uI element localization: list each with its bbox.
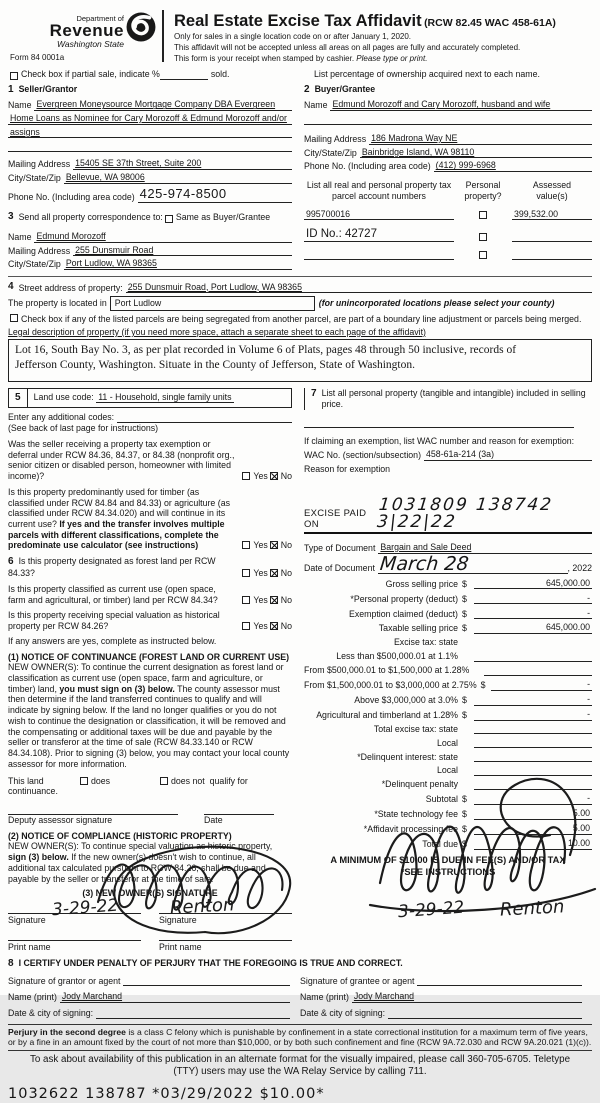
tax-2-75-field[interactable]: - (491, 679, 592, 691)
seller-name-label: Name (8, 100, 32, 111)
seller-name-line3[interactable]: assigns (8, 127, 292, 139)
grantee-signature-label: Signature of grantee or agent (300, 975, 415, 986)
correspondence-name-label: Name (8, 231, 32, 242)
grantee-signature-line[interactable] (417, 976, 582, 986)
revenue-logo (8, 8, 158, 62)
document-date-year: , 2022 (567, 562, 592, 573)
gross-selling-price-field[interactable]: 645,000.00 (474, 578, 592, 590)
q3-yes-checkbox[interactable] (242, 569, 250, 577)
parcel-number-field[interactable] (304, 249, 454, 260)
deputy-date-label: Date (204, 814, 223, 825)
buyer-csz-label: City/State/Zip (304, 147, 357, 158)
q2-no-checkbox[interactable] (270, 541, 278, 549)
if-yes-note: If any answers are yes, complete as instructed below. (8, 635, 217, 646)
delinquent-penalty-field[interactable] (474, 780, 592, 791)
grantor-date-city-label: Date & city of signing: (8, 1008, 94, 1019)
document-date-field[interactable]: March 28 (378, 556, 568, 574)
q5-no-checkbox[interactable] (270, 622, 278, 630)
deputy-signature-label: Deputy assessor signature (8, 814, 113, 825)
grantee-city-handwritten: Renton (499, 896, 565, 921)
excise-paid-row (304, 494, 592, 534)
deputy-signature-line[interactable] (8, 805, 178, 815)
land-qualify-row: This land continuance. does does not qualify for (8, 775, 248, 797)
see-back-note: (See back of last page for instructions) (8, 423, 159, 434)
buyer-name-label: Name (304, 100, 328, 111)
subtotal-field[interactable]: - (474, 793, 592, 805)
notice1-body: NEW OWNER(S): To continue the current designation as forest land or classification as current use (open space, farm and agriculture, or timber) land, you must sign on (3) below. The county assessor must then determine if the land transferred continues to qualify and will indicate by signing below. If the land no longer qualifies or you do not wish to continue the designation or classification, it will be removed and the compensating or additional taxes will be due and payable by the seller or transferor at the time of sale (RCW 84.33.140 or RCW 84.34.108). Prior to signing (3) below, you may contact your local county assessor for more information. (8, 662, 290, 769)
parcel-row (304, 227, 592, 242)
accessibility-note: To ask about availability of this publication in an alternate format for the visually impaired, please call 360-705-6705. Teletype (TTY) users may use the WA Relay Service by calling 711. (29, 1053, 571, 1077)
tax-3-0-field[interactable]: - (474, 694, 592, 706)
assessed-value-field[interactable] (512, 249, 592, 260)
perjury-statement: Perjury in the second degree is a class C felony which is punishable by confinement in a state correctional institution for a maximum term of five years, or by a fine in an amount fixed by the court of not more than $10,000, or by both such confinement and fine (RCW 9A.72.030 and RCW 9A.20.021 (1)(c)). (8, 1024, 592, 1051)
document-type-field[interactable]: Bargain and Sale Deed (378, 542, 592, 554)
affidavit-processing-fee-field[interactable]: 5.00 (474, 823, 592, 835)
legal-description-label: Legal description of property (if you need more space, attach a separate sheet to each page of the affidavit) (8, 326, 426, 337)
correspondence-name-field[interactable]: Edmund Morozoff (34, 231, 292, 243)
grantor-date-city-line[interactable] (96, 1009, 290, 1019)
buyer-phone-field[interactable]: (412) 999-6968 (434, 160, 592, 172)
seller-phone-field[interactable]: 425-974-8500 (138, 186, 292, 203)
parcel-row (304, 209, 592, 221)
seller-mailing-label: Mailing Address (8, 159, 71, 170)
subtitle-1: Only for sales in a single location code on or after January 1, 2020. (174, 32, 412, 42)
does-checkbox[interactable] (80, 777, 88, 785)
assessed-value-field[interactable] (512, 231, 592, 242)
personal-property-checkbox-3[interactable] (479, 251, 487, 259)
segregated-label: Check box if any of the listed parcels are being segregated from another parcel, are part of a boundary line adjustment or parcels being merged. (21, 313, 582, 324)
street-address-label: Street address of property: (18, 282, 123, 293)
ownership-percentage-note: List percentage of ownership acquired next to each name. (314, 69, 540, 80)
revenue-wordmark: Revenue (49, 21, 124, 41)
grantor-city-handwritten: Renton (169, 894, 235, 919)
section7-heading: 7 List all personal property (tangible and intangible) included in selling price. (304, 388, 592, 409)
parcel-row (304, 249, 592, 260)
forest-land-question: 6 Is this property designated as forest land per RCW 84.33? Yes No (8, 556, 292, 579)
subtitle-3: This form is your receipt when stamped by cashier. Please type or print. (174, 53, 428, 63)
seller-csz-label: City/State/Zip (8, 173, 61, 184)
section2-heading: 2 Buyer/Grantee (304, 84, 376, 96)
buyer-phone-label: Phone No. (Including area code) (304, 161, 431, 172)
page-title: Real Estate Excise Tax Affidavit (174, 12, 422, 30)
grantor-signature-line[interactable] (123, 976, 290, 986)
buyer-mailing-label: Mailing Address (304, 134, 367, 144)
buyer-mailing-field[interactable]: 186 Madrona Way NE (369, 133, 592, 145)
excise-paid-handwritten[interactable]: 1031809 138742 3|22|22 (375, 494, 554, 532)
same-as-buyer-label: Same as Buyer/Grantee (175, 212, 271, 223)
partial-sale-checkbox[interactable] (10, 72, 18, 80)
owner-printname-line-1[interactable]: Print name (8, 940, 141, 953)
seller-name-line1[interactable]: Evergreen Moneysource Mortgage Company DBA Evergreen (34, 99, 292, 111)
grantee-name-label: Name (print) (300, 992, 349, 1003)
land-use-code-field[interactable]: 11 - Household, single family units (98, 392, 232, 403)
taxable-selling-price-field[interactable]: 645,000.00 (474, 622, 592, 634)
seller-csz-field[interactable]: Bellevue, WA 98006 (64, 172, 292, 184)
certify-statement: I CERTIFY UNDER PENALTY OF PERJURY THAT THE FOREGOING IS TRUE AND CORRECT. (18, 958, 403, 969)
additional-codes-field[interactable] (117, 413, 292, 423)
total-due-field[interactable]: 10.00 (474, 838, 592, 850)
grantee-date-handwritten: 3-29-22 (397, 897, 465, 923)
seller-phone-label: Phone No. (Including area code) (8, 192, 135, 203)
exemption-intro: If claiming an exemption, list WAC number and reason for exemption: (304, 435, 575, 446)
owner-signature-line-1[interactable]: Signature (8, 913, 141, 926)
grantee-name-field[interactable]: Jody Marchand (352, 991, 582, 1003)
parcel-number-field[interactable]: 995700016 (304, 209, 454, 221)
located-in-label: The property is located in (8, 298, 107, 309)
owner-printname-line-2[interactable]: Print name (159, 940, 292, 953)
correspondence-csz-label: City/State/Zip (8, 259, 61, 270)
q1-no-checkbox[interactable] (270, 472, 278, 480)
grantor-date-handwritten: 3-29-22 (51, 895, 119, 921)
buyer-name-line2[interactable] (304, 115, 592, 125)
personal-property-checkbox-1[interactable] (479, 211, 487, 219)
state-technology-fee-field[interactable]: 5.00 (474, 808, 592, 820)
section4-number: 4 (8, 281, 14, 293)
form-number: Form 84 0001a (10, 52, 65, 62)
section3-number: 3 (8, 210, 14, 222)
located-in-select[interactable]: Port Ludlow (110, 296, 315, 311)
partial-sale-row (8, 69, 592, 80)
notice2-title: (2) NOTICE OF COMPLIANCE (HISTORIC PROPERTY) (8, 830, 232, 841)
segregated-checkbox[interactable] (10, 314, 18, 322)
header-divider (162, 10, 164, 62)
title-rcw: (RCW 82.45 WAC 458-61A) (424, 17, 556, 29)
minimum-due-note: A MINIMUM OF $10.00 IS DUE IN FEE(S) AND/OR TAX (330, 854, 566, 865)
grantor-signature-label: Signature of grantor or agent (8, 975, 121, 986)
q2-yes-checkbox[interactable] (242, 541, 250, 549)
does-not-checkbox[interactable] (160, 777, 168, 785)
correspondence-mailing-field[interactable]: 255 Dunsmuir Road (73, 245, 292, 257)
document-type-label: Type of Document (304, 542, 376, 553)
buyer-name-field[interactable]: Edmund Morozoff and Cary Morozoff, husband and wife (330, 99, 592, 111)
section8-number: 8 (8, 958, 14, 970)
wac-number-label: WAC No. (section/subsection) (304, 450, 422, 461)
tax-1-1-field[interactable] (474, 651, 592, 662)
grantor-name-field[interactable]: Jody Marchand (60, 991, 290, 1003)
exemption-question: Was the seller receiving a property tax exemption or deferral under RCW 84.36, 84.37, or 84.38 (nonprofit org., senior citizen or disabled person, homeowner with limited income)? Yes No (8, 438, 292, 482)
seller-name-line2[interactable]: Home Loans as Nominee for Cary Morozoff & Edmund Morozoff and/or (8, 113, 292, 125)
partial-sale-percent-field[interactable] (160, 79, 208, 80)
grantee-date-city-line[interactable] (388, 1009, 582, 1019)
section5-number: 5 (9, 389, 28, 407)
partial-sale-suffix: sold. (210, 69, 230, 80)
header (8, 8, 592, 63)
unincorporated-note: (for unincorporated locations please select your county) (318, 298, 555, 309)
new-owners-signature-title: (3) NEW OWNER(S) SIGNATURE (82, 888, 218, 899)
reason-for-exemption-label: Reason for exemption (304, 464, 391, 475)
seller-mailing-field[interactable]: 15405 SE 37th Street, Suite 200 (73, 158, 292, 170)
street-address-field[interactable]: 255 Dunsmuir Road, Port Ludlow, WA 98365 (126, 282, 592, 294)
notice1-title: (1) NOTICE OF CONTINUANCE (FOREST LAND OR CURRENT USE) (8, 651, 290, 662)
section1-heading: 1 Seller/Grantor (8, 84, 78, 96)
q1-yes-checkbox[interactable] (242, 472, 250, 480)
grantor-name-label: Name (print) (8, 992, 57, 1003)
delinquent-interest-field[interactable] (474, 752, 592, 763)
see-instructions-note: *SEE INSTRUCTIONS (400, 867, 496, 878)
grantee-date-city-label: Date & city of signing: (300, 1008, 386, 1019)
local-field-2[interactable] (474, 766, 592, 777)
correspondence-mailing-label: Mailing Address (8, 245, 71, 256)
partial-sale-label: Check box if partial sale, indicate % (21, 69, 160, 80)
personal-property-deduct-field[interactable]: - (474, 593, 592, 605)
personal-property-list-field[interactable] (304, 418, 574, 428)
revenue-swirl-icon (124, 10, 158, 47)
deputy-date-line[interactable] (204, 805, 274, 815)
land-use-label: Land use code: (33, 392, 94, 403)
seller-name-line4[interactable] (8, 142, 292, 152)
tax-1-28-field[interactable] (484, 665, 592, 676)
land-use-box (8, 388, 292, 408)
total-excise-state-field[interactable] (474, 724, 592, 735)
correspondence-csz-field[interactable]: Port Ludlow, WA 98365 (64, 258, 292, 270)
local-field-1[interactable] (474, 738, 592, 749)
notice2-body: NEW OWNER(S): To continue special valuation as historic property, sign (3) below. If the new owner(s) doesn't wish to continue, all additional tax calculated pursuant to RCW 84.26, shall be due and payable by the seller or transferor at the time of sale. (8, 841, 273, 884)
parcel-number-field[interactable]: ID No.: 42727 (304, 227, 454, 242)
correspondence-label: Send all property correspondence to: (18, 212, 163, 223)
historical-question: Is this property receiving special valuation as historical property per RCW 84.26? Yes No (8, 610, 292, 632)
q4-no-checkbox[interactable] (270, 596, 278, 604)
current-use-question: Is this property classified as current use (open space, farm and agricultural, or timber) land per RCW 84.34? Yes No (8, 584, 292, 605)
additional-codes-label: Enter any additional codes: (8, 412, 115, 423)
q5-yes-checkbox[interactable] (242, 622, 250, 630)
owner-signature-line-2[interactable]: Signature (159, 913, 292, 926)
parcel-table-header: List all real and personal property tax parcel account numbers Personal property? Assessed value(s) (306, 180, 572, 201)
assessed-value-field[interactable]: 399,532.00 (512, 209, 592, 221)
dept-of-label: Department of (76, 14, 124, 23)
section4 (8, 276, 592, 382)
wac-number-field[interactable]: 458-61a-214 (3a) (424, 449, 592, 461)
agricultural-field[interactable]: - (474, 709, 592, 721)
same-as-buyer-checkbox[interactable] (165, 215, 173, 223)
legal-description-box[interactable]: Lot 16, South Bay No. 3, as per plat recorded in Volume 6 of Plats, pages 48 through 50 inclusive, records of Jefferson County, Washington. Situate in the County of Jefferson, State of Washington. (8, 339, 592, 382)
document-date-label: Date of Document (304, 562, 375, 573)
personal-property-checkbox-2[interactable] (479, 233, 487, 241)
excise-paid-label: EXCISE PAID ON (304, 507, 367, 531)
buyer-csz-field[interactable]: Bainbridge Island, WA 98110 (360, 147, 592, 159)
washington-state-label: Washington State (57, 39, 124, 50)
q3-no-checkbox[interactable] (270, 569, 278, 577)
tax-table: Gross selling price $ 645,000.00 *Personal property (deduct) $ - Exemption claimed (deduct) $ - Taxable selling price $ 645,000.00 Excise tax: state Less than $500,000.01 at 1.1% From $500,000.01 to $1,500,000 at 1.28% From $1,500,000.01 to $3,000,000 at 2.75% $ - Above $3,000,000 at 3.0% $ - Agricultural and timberland at 1.28% $ - Total excise tax: state Local *Delinquent interest: state Local *Delinquent penalty Subtotal $ - *State technology fee $ 5.00 *Affidavit processing fee $ 5.00 Total due $ 10.00 (304, 577, 590, 850)
timber-question: Is this property predominantly used for timber (as classified under RCW 84.84 and 84.33) or agriculture (as classified under RCW 84.34.020) and will continue in its current use? If yes and the transfer involves multiple parcels with different classifications, complete the predominate use calculator (see instructions) Yes No (8, 486, 292, 551)
exemption-claimed-field[interactable]: - (474, 608, 592, 620)
cashier-stamp: 1032622 138787 *03/29/2022 $10.00* (8, 1085, 325, 1102)
q4-yes-checkbox[interactable] (242, 596, 250, 604)
subtitle-2: This affidavit will not be accepted unless all areas on all pages are fully and accurately completed. (174, 42, 521, 52)
section8 (8, 958, 592, 1018)
